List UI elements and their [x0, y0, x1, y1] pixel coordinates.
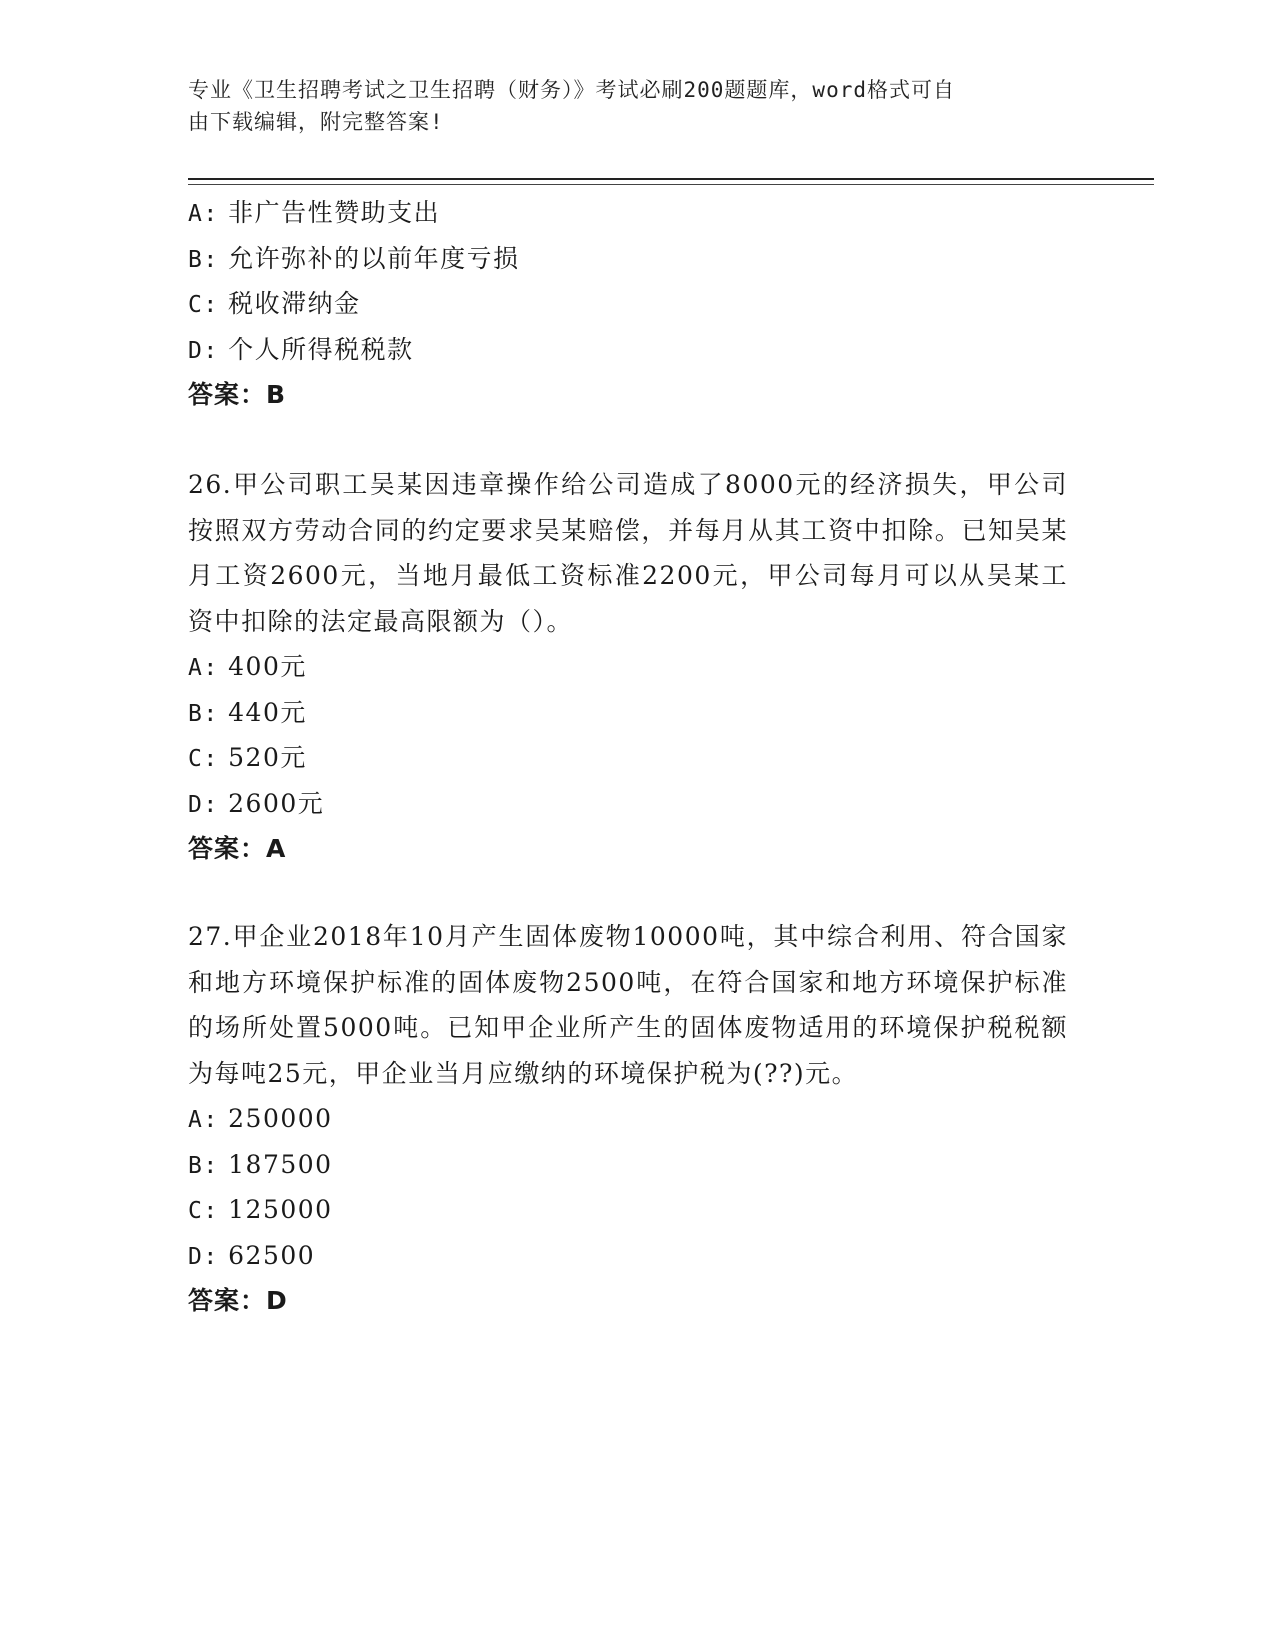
question-27-block	[188, 914, 1068, 1324]
option-letter: A:	[188, 201, 219, 227]
option-letter: B:	[188, 1152, 219, 1179]
option-text: 125000	[228, 1195, 333, 1224]
option-d	[188, 781, 1068, 827]
option-b	[188, 690, 1068, 736]
document-header	[188, 74, 1068, 138]
option-text: 62500	[228, 1240, 316, 1270]
option-b	[188, 1142, 1068, 1188]
option-text: 250000	[228, 1104, 333, 1133]
option-letter: D:	[188, 337, 219, 364]
option-b	[188, 236, 1068, 282]
option-text: 440元	[228, 697, 307, 727]
header-divider-thin	[188, 184, 1154, 185]
option-letter: C:	[188, 746, 219, 772]
option-letter: A:	[188, 655, 219, 681]
option-letter: D:	[188, 791, 219, 818]
option-c	[188, 735, 1068, 781]
option-text: 400元	[228, 652, 307, 681]
option-text: 允许弥补的以前年度亏损	[228, 243, 520, 273]
header-line-2: 由下载编辑，附完整答案!	[188, 110, 444, 134]
option-letter: A:	[188, 1107, 219, 1133]
option-letter: C:	[188, 292, 219, 318]
option-letter: B:	[188, 700, 219, 727]
option-letter: D:	[188, 1243, 219, 1270]
option-letter: C:	[188, 1198, 219, 1224]
option-a	[188, 190, 1068, 236]
option-text: 2600元	[228, 788, 325, 818]
question-25-block	[188, 190, 1068, 418]
option-d	[188, 1233, 1068, 1279]
question-26-block	[188, 462, 1068, 872]
answer-line: 答案：B	[188, 380, 287, 409]
option-d	[188, 327, 1068, 373]
answer-line: 答案：A	[188, 834, 287, 863]
answer-line: 答案：D	[188, 1286, 288, 1315]
option-a	[188, 1096, 1068, 1142]
question-stem: 26.甲公司职工吴某因违章操作给公司造成了8000元的经济损失，甲公司按照双方劳动合同的约定要求吴某赔偿，并每月从其工资中扣除。已知吴某月工资2600元，当地月最低工资标准2200元，甲公司每月可以从吴某工资中扣除的法定最高限额为（）。	[188, 470, 1068, 636]
question-list	[188, 190, 1068, 1324]
option-text: 税收滞纳金	[228, 289, 361, 318]
header-line-1: 专业《卫生招聘考试之卫生招聘（财务）》考试必刷200题题库，word格式可自	[188, 78, 955, 102]
question-stem: 27.甲企业2018年10月产生固体废物10000吨，其中综合利用、符合国家和地方环境保护标准的固体废物2500吨，在符合国家和地方环境保护标准的场所处置5000吨。已知甲企业所产生的固体废物适用的环境保护税税额为每吨25元，甲企业当月应缴纳的环境保护税为(??)元。	[188, 922, 1068, 1088]
option-text: 个人所得税税款	[228, 334, 414, 364]
option-text: 187500	[228, 1149, 333, 1179]
option-c	[188, 281, 1068, 327]
option-a	[188, 644, 1068, 690]
option-letter: B:	[188, 246, 219, 273]
header-divider-thick	[188, 178, 1154, 180]
option-text: 520元	[228, 743, 307, 772]
option-text: 非广告性赞助支出	[228, 198, 441, 227]
option-c	[188, 1187, 1068, 1233]
